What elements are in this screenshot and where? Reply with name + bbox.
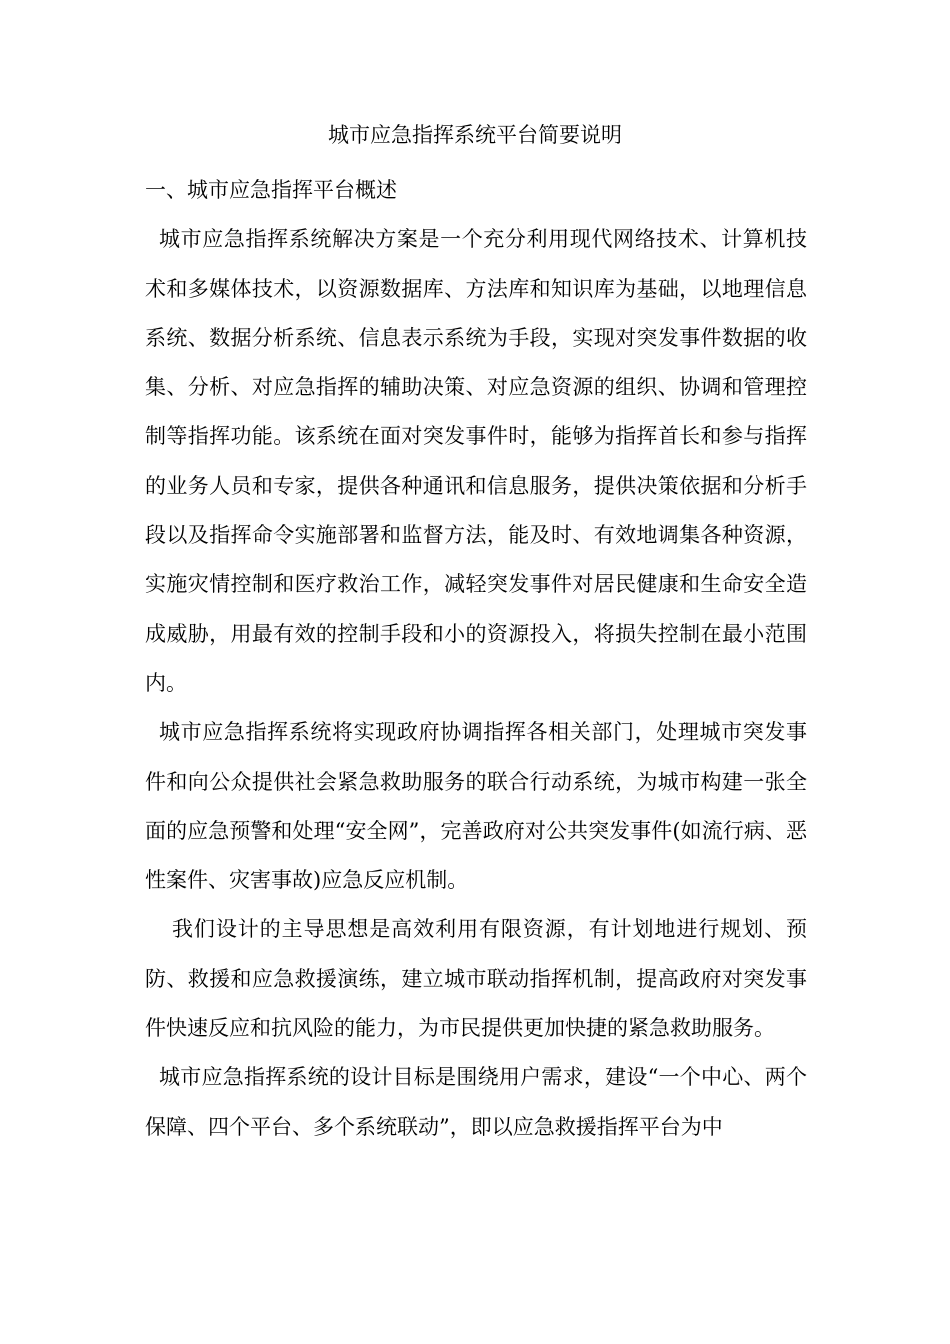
paragraph-overview: 城市应急指挥系统解决方案是一个充分利用现代网络技术、计算机技术和多媒体技术，以资源数据库、方法库和知识库为基础，以地理信息系统、数据分析系统、信息表示系统为手段，实现对突发事件数据的收集、分析、对应急指挥的辅助决策、对应急资源的组织、协调和管理控制等指挥功能。该系统在面对突发事件时，能够为指挥首长和参与指挥的业务人员和专家，提供各种通讯和信息服务，提供决策依据和分析手段以及指挥命令实施部署和监督方法，能及时、有效地调集各种资源，实施灾情控制和医疗救治工作，减轻突发事件对居民健康和生命安全造成威胁，用最有效的控制手段和小的资源投入，将损失控制在最小范围内。 [145,227,807,695]
document-title: 城市应急指挥系统平台简要说明 [328,123,622,147]
paragraph-coordination: 城市应急指挥系统将实现政府协调指挥各相关部门，处理城市突发事件和向公众提供社会紧急救助服务的联合行动系统，为城市构建一张全面的应急预警和处理“安全网”，完善政府对公共突发事件(如流行病、恶性案件、灾害事故)应急反应机制。 [145,720,807,893]
document-body [145,166,807,1152]
paragraph-design-idea: 我们设计的主导思想是高效利用有限资源，有计划地进行规划、预防、救援和应急救援演练，建立城市联动指挥机制，提高政府对突发事件快速反应和抗风险的能力，为市民提供更加快捷的紧急救助服务。 [145,917,807,1041]
section-heading: 一、城市应急指挥平台概述 [145,178,397,202]
paragraph-design-goal: 城市应急指挥系统的设计目标是围绕用户需求，建设“一个中心、两个保障、四个平台、多个系统联动”，即以应急救援指挥平台为中 [145,1065,807,1139]
